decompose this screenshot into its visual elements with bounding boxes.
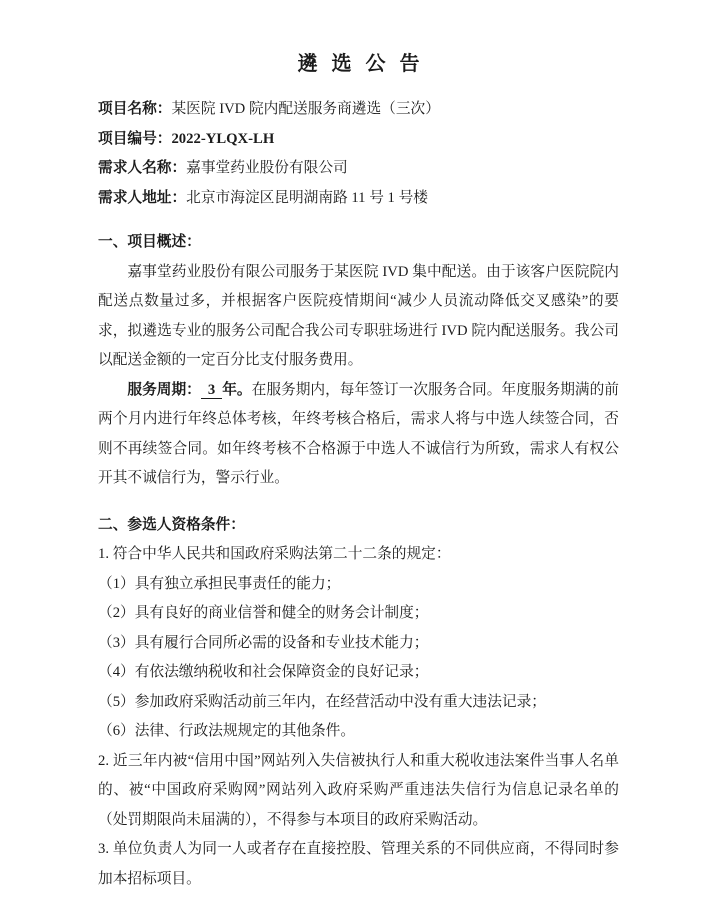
qualification-subitem: （4）有依法缴纳税收和社会保障资金的良好记录； (98, 664, 429, 680)
section1-heading: 一、项目概述： (98, 234, 201, 250)
qualification-item: 1. 符合中华人民共和国政府采购法第二十二条的规定： (98, 546, 451, 562)
qualification-subitem: （6）法律、行政法规规定的其他条件。 (98, 723, 356, 739)
qualification-subitem: （1）具有独立承担民事责任的能力； (98, 575, 341, 592)
service-period-label: 服务周期： (127, 381, 201, 398)
project-number-label: 项目编号： (98, 130, 172, 147)
service-period-unit: 年。 (222, 381, 252, 398)
project-number-value: 2022-YLQX-LH (171, 130, 275, 147)
qualification-item: 2. 近三年内被“信用中国”网站列入失信被执行人和重大税收违法案件当事人名单的、被“中国政府采购网”网站列入政府采购严重违法失信行为信息记录名单的（处罚期限尚未届满的），不得参与本项目的政府采购活动。 (98, 752, 619, 828)
demander-address-label: 需求人地址： (98, 189, 187, 206)
project-name-label: 项目名称： (98, 101, 172, 117)
qualification-subitem: （5）参加政府采购活动前三年内，在经营活动中没有重大违法记录； (98, 693, 546, 710)
demander-name-label: 需求人名称： (98, 160, 187, 176)
qualification-item: 3. 单位负责人为同一人或者存在直接控股、管理关系的不同供应商，不得同时参加本招标项目。 (98, 841, 619, 887)
qualification-subitem: （3）具有履行合同所必需的设备和专业技术能力； (98, 634, 429, 651)
section2-heading: 二、参选人资格条件： (98, 516, 245, 533)
demander-name-row (98, 154, 619, 184)
service-period-years: 3 (201, 382, 222, 399)
document-content (98, 48, 619, 894)
qualification-subitem: （2）具有良好的商业信誉和健全的财务会计制度； (98, 605, 429, 621)
section1-paragraph2 (98, 376, 619, 494)
section1-paragraph1: 嘉事堂药业股份有限公司服务于某医院 IVD 集中配送。由于该客户医院院内配送点数量过多，并根据客户医院疫情期间“减少人员流动降低交叉感染”的要求，拟遴选专业的服务公司配合我公司专职驻场进行 IVD 院内配送服务。我公司以配送金额的一定百分比支付服务费用。 (98, 263, 619, 368)
project-name-value: 某医院 IVD 院内配送服务商遴选（三次） (171, 101, 440, 117)
service-period-text: 在服务期内，每年签订一次服务合同。年度服务期满的前两个月内进行年终总体考核，年终考核合格后，需求人将与中选人续签合同，否则不再续签合同。如年终考核不合格源于中选人不诚信行为所致，需求人有权公开其不诚信行为，警示行业。 (98, 381, 619, 486)
document-title: 遴选公告 (297, 53, 434, 75)
demander-address-value: 北京市海淀区昆明湖南路 11 号 1 号楼 (186, 189, 428, 206)
project-number-row (98, 125, 619, 155)
project-name-row (98, 95, 619, 125)
demander-address-row (98, 184, 619, 214)
demander-name-value: 嘉事堂药业股份有限公司 (186, 160, 348, 176)
